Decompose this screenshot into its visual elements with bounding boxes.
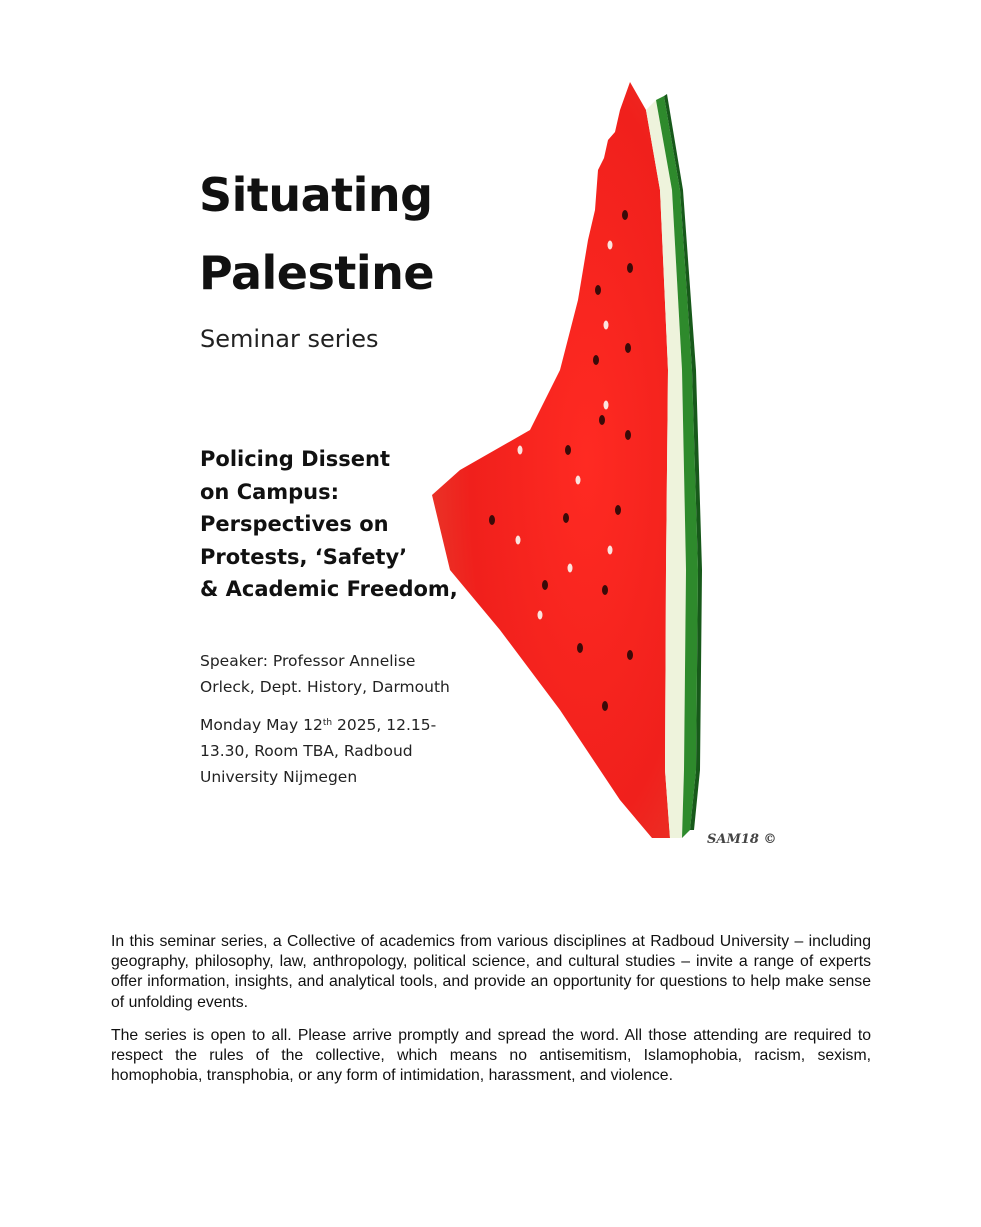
seed [565,445,571,455]
description-paragraph: In this seminar series, a Collective of academics from various disciplines at Radboud University – including geography, philosophy, law, anthropology, political science, and cultural studies – invite a range of experts offer information, insights, and analytical tools, and provide an opportunity for questions to help make sense of unfolding events. [111,933,871,1011]
seed [563,513,569,523]
seed [627,263,633,273]
pale-seed [604,401,609,410]
description-block [111,932,871,1099]
date-text: Monday May 12 [200,716,323,734]
date-time: 2025, 12.15- [332,716,437,734]
pale-seed [608,546,613,555]
image-credit: SAM18 © [707,832,777,847]
pale-seed [604,321,609,330]
talk-title-line: Policing Dissent [200,447,391,471]
watermelon-illustration [420,70,720,850]
title-line-1: Situating [199,168,433,222]
speaker-line: Speaker: Professor Annelise [200,652,416,670]
seed [602,585,608,595]
date-line-2: 13.30, Room TBA, Radboud [200,742,413,760]
title-line-2: Palestine [199,246,435,300]
notice-paragraph: The series is open to all. Please arrive promptly and spread the word. All those attending are required to respect the rules of the collective, which means no antisemitism, Islamophobia, racism, sexism, homophobia, transphobia, or any form of intimidation, harassment, and violence. [111,1026,871,1085]
seed [599,415,605,425]
talk-title-line: Protests, ‘Safety’ [200,544,408,569]
pale-seed [518,446,523,455]
seed [615,505,621,515]
seed [625,430,631,440]
seed [602,701,608,711]
talk-title-line: & Academic Freedom, [200,577,458,601]
pale-seed [516,536,521,545]
pale-seed [538,611,543,620]
seed [577,643,583,653]
seed [542,580,548,590]
seed [627,650,633,660]
watermelon-flesh [432,82,670,838]
talk-title-line: Perspectives on [200,512,389,536]
pale-seed [568,564,573,573]
seed [625,343,631,353]
series-subtitle: Seminar series [200,325,379,353]
seed [622,210,628,220]
pale-seed [608,241,613,250]
seed [593,355,599,365]
date-line-3: University Nijmegen [200,768,358,786]
speaker-line: Orleck, Dept. History, Darmouth [200,678,450,696]
seed [595,285,601,295]
talk-title-line: on Campus: [200,479,340,504]
pale-seed [576,476,581,485]
date-ordinal: th [322,718,333,728]
seed [489,515,495,525]
